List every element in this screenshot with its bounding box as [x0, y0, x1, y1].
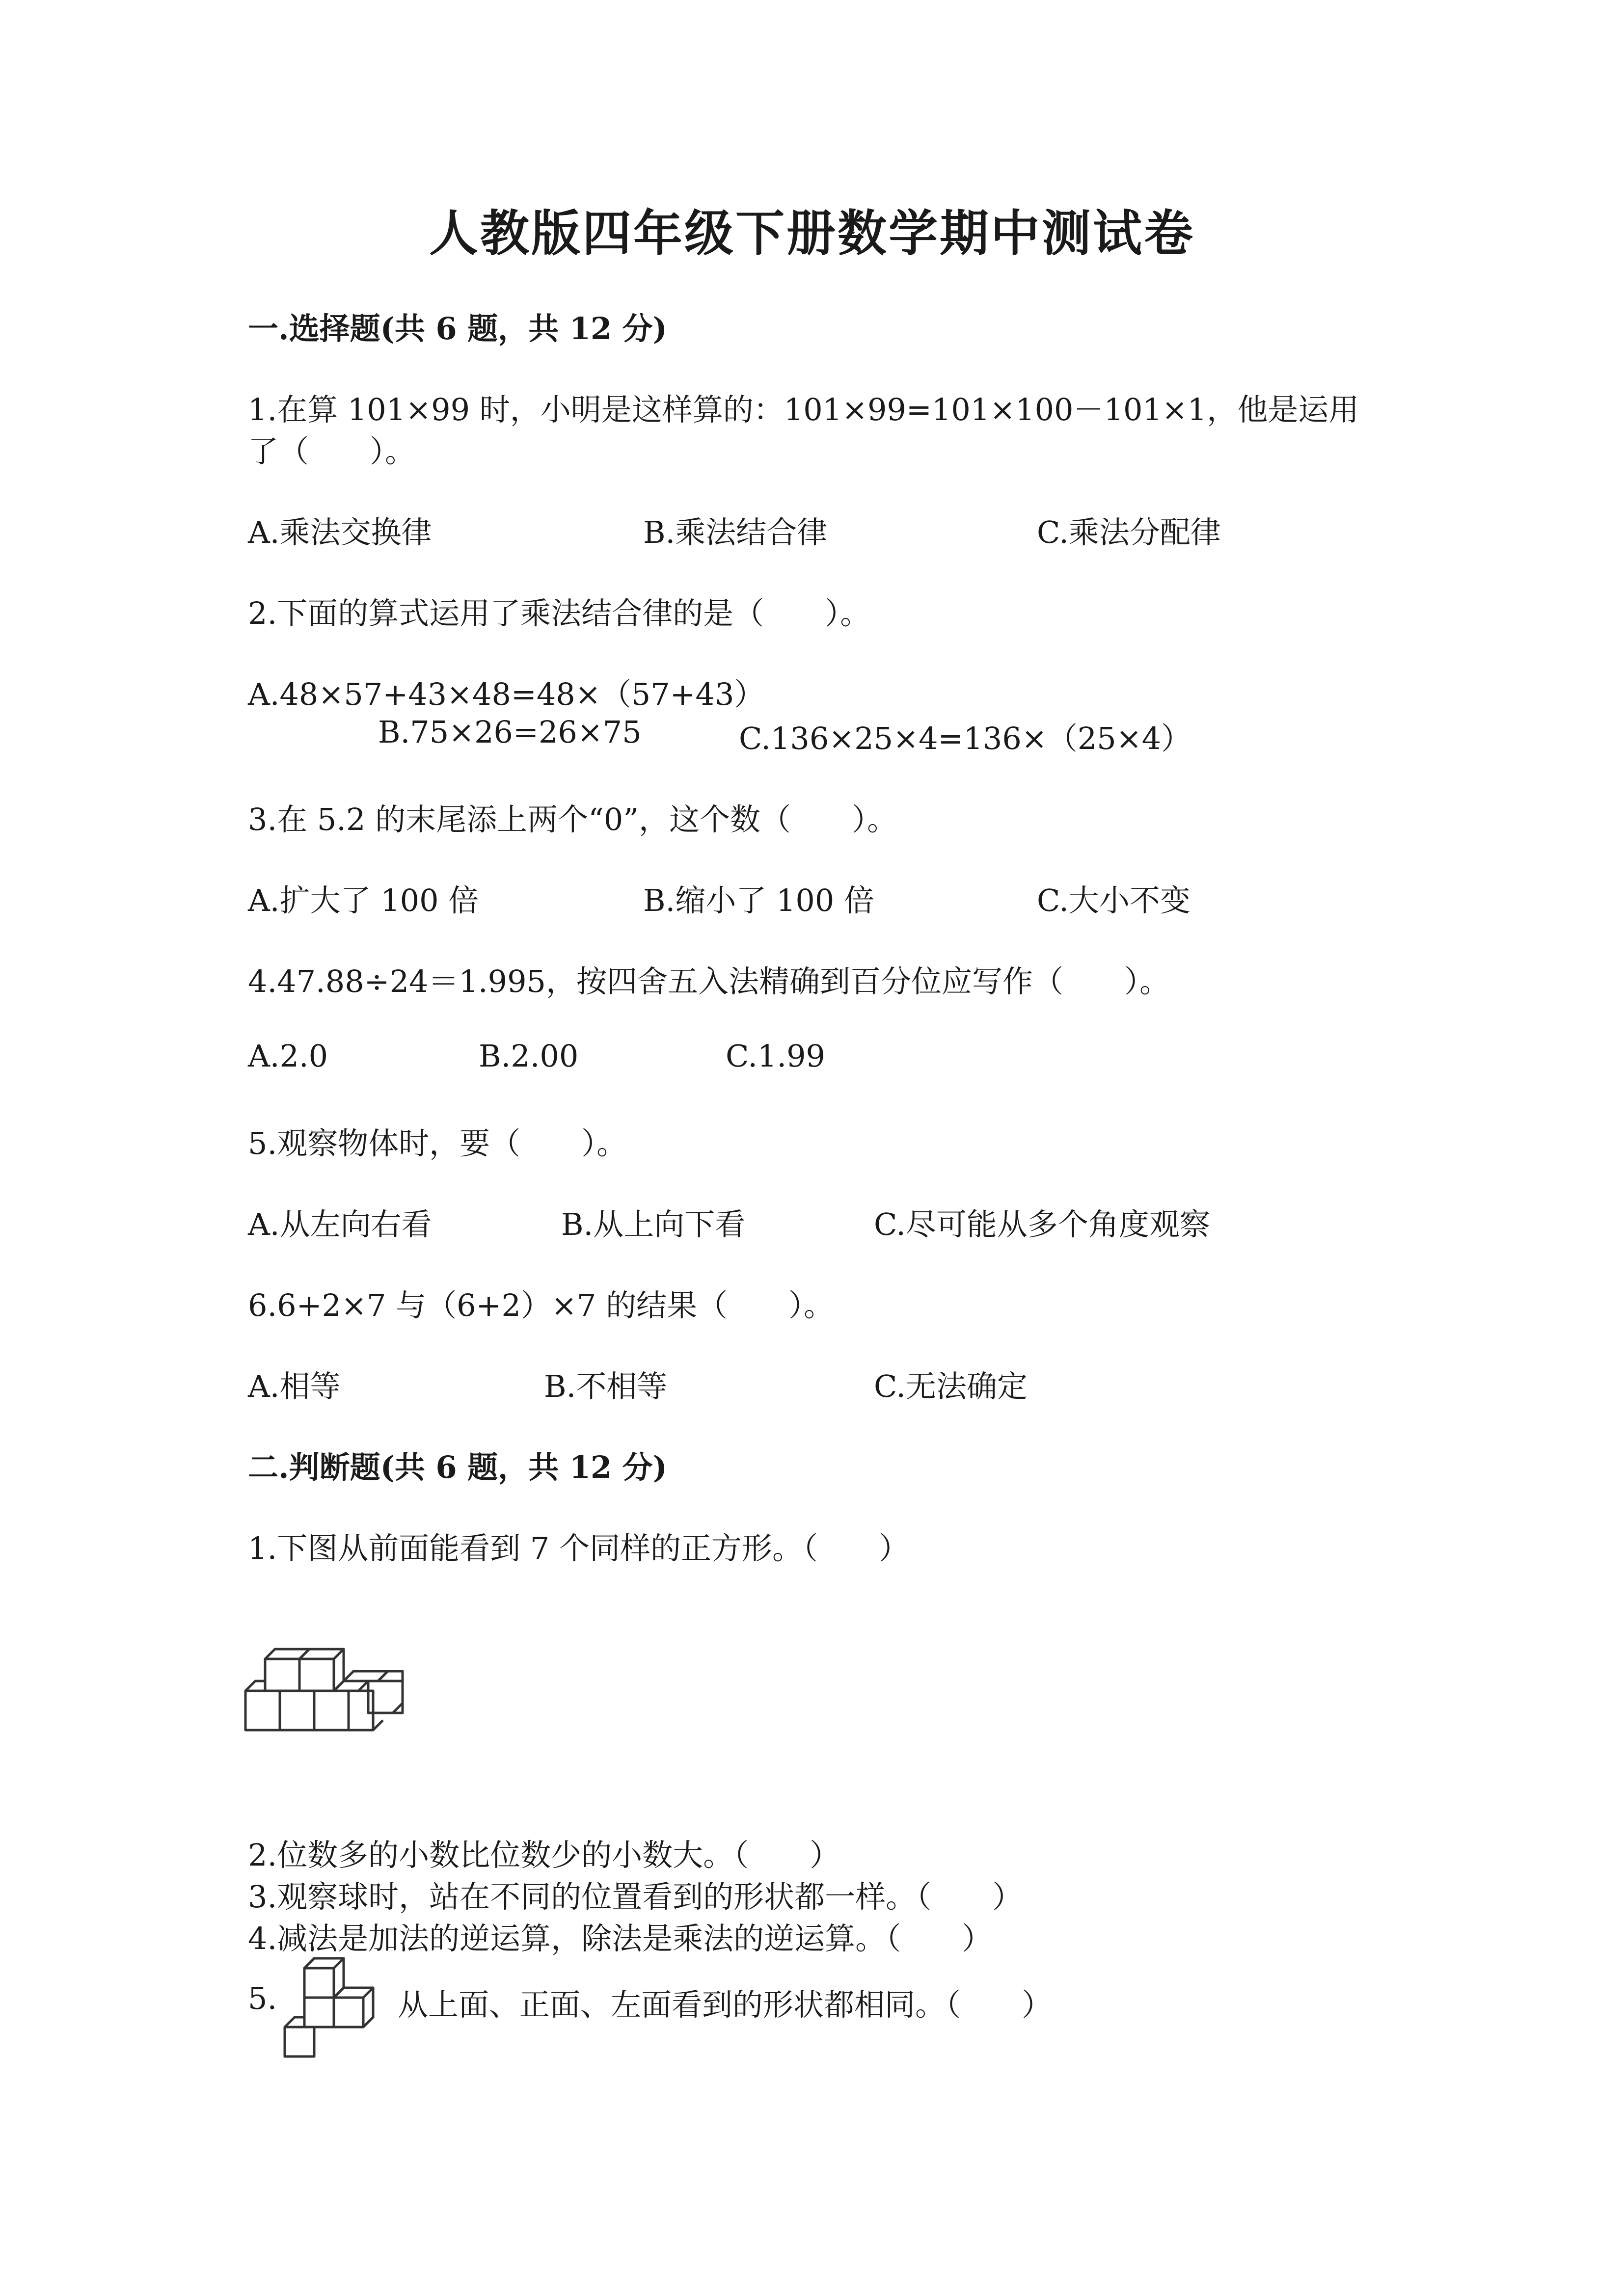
question-1-5-text: 5.观察物体时，要（ ）。 — [248, 1125, 627, 1161]
question-1-4-text: 4.47.88÷24＝1.995，按四舍五入法精确到百分位应写作（ ）。 — [248, 963, 1170, 999]
q1-1-option-b: B.乘法结合律 — [643, 514, 828, 550]
page-title: 人教版四年级下册数学期中测试卷 — [429, 204, 1195, 262]
judge-question-2-text: 2.位数多的小数比位数少的小数大。（ ） — [248, 1837, 840, 1873]
q1-4-option-a: A.2.0 — [248, 1038, 328, 1074]
judge-question-4-text: 4.减法是加法的逆运算，除法是乘法的逆运算。（ ） — [248, 1921, 993, 1956]
q1-2-option-c: C.136×25×4=136×（25×4） — [739, 721, 1192, 756]
section-2-heading: 二.判断题(共 6 题，共 12 分) — [248, 1449, 668, 1485]
judge-question-3-text: 3.观察球时，站在不同的位置看到的形状都一样。（ ） — [248, 1879, 1023, 1915]
q1-4-option-c: C.1.99 — [726, 1038, 825, 1074]
q1-2-option-b: B.75×26=26×75 — [378, 714, 642, 750]
q1-6-option-a: A.相等 — [248, 1368, 341, 1404]
question-1-2-text: 2.下面的算式运用了乘法结合律的是（ ）。 — [248, 595, 871, 631]
q1-6-option-c: C.无法确定 — [874, 1368, 1028, 1404]
question-1-1-text-cont: 了（ ）。 — [248, 433, 416, 469]
q1-4-option-b: B.2.00 — [479, 1038, 579, 1074]
q1-6-option-b: B.不相等 — [544, 1368, 668, 1404]
cube-stack-figure — [245, 1639, 412, 1747]
question-1-6-text: 6.6+2×7 与（6+2）×7 的结果（ ）。 — [248, 1287, 835, 1323]
judge-question-5-number: 5. — [248, 1980, 277, 2016]
q1-2-option-a: A.48×57+43×48=48×（57+43） — [248, 676, 765, 712]
judge-question-1-text: 1.下图从前面能看到 7 个同样的正方形。（ ） — [248, 1530, 910, 1566]
judge-question-5-text: 从上面、正面、左面看到的形状都相同。（ ） — [398, 1987, 1053, 2023]
section-1-heading: 一.选择题(共 6 题，共 12 分) — [248, 311, 668, 347]
q1-3-option-a: A.扩大了 100 倍 — [248, 882, 479, 918]
q1-3-option-c: C.大小不变 — [1037, 882, 1191, 918]
q1-3-option-b: B.缩小了 100 倍 — [643, 882, 875, 918]
q1-1-option-a: A.乘法交换律 — [248, 514, 432, 550]
q1-5-option-a: A.从左向右看 — [248, 1206, 432, 1242]
question-1-3-text: 3.在 5.2 的末尾添上两个“0”，这个数（ ）。 — [248, 801, 898, 837]
q1-5-option-c: C.尽可能从多个角度观察 — [874, 1206, 1210, 1242]
question-1-1-text: 1.在算 101×99 时，小明是这样算的：101×99=101×100－101×1，他是运用 — [248, 392, 1359, 427]
small-cube-stack-figure — [285, 1958, 388, 2061]
q1-5-option-b: B.从上向下看 — [561, 1206, 746, 1242]
q1-1-option-c: C.乘法分配律 — [1037, 514, 1221, 550]
